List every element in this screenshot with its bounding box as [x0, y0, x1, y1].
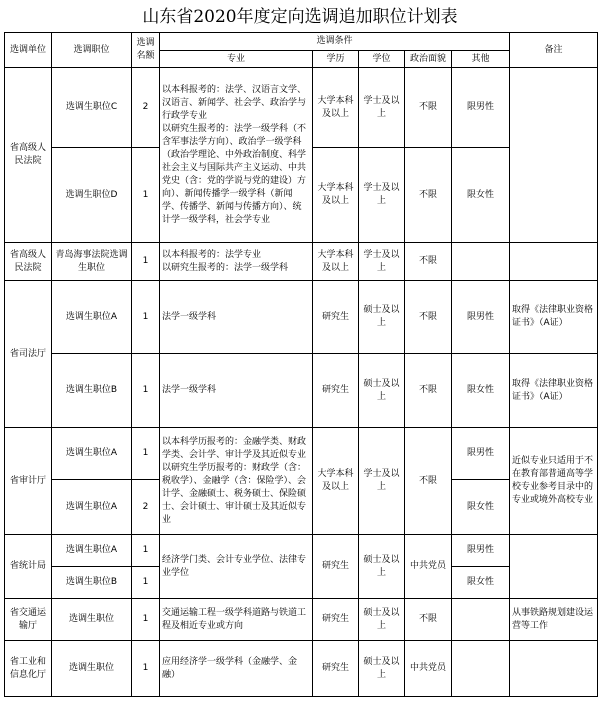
cell-position: 选调生职位A — [52, 480, 132, 535]
cell-political: 不限 — [405, 243, 452, 281]
cell-degree: 学士及以上 — [359, 243, 405, 281]
cell-quota: 1 — [132, 599, 160, 641]
cell-other: 限女性 — [452, 567, 510, 599]
cell-major: 交通运输工程一级学科道路与铁道工程及相近专业或方向 — [160, 599, 313, 641]
cell-major: 经济学门类、会计专业学位、法律专业学位 — [160, 535, 313, 599]
cell-political: 不限 — [405, 281, 452, 354]
cell-education: 研究生 — [313, 281, 359, 354]
table-row — [5, 535, 598, 567]
cell-remarks — [510, 641, 598, 697]
table-row — [5, 599, 598, 641]
cell-major: 以本科学历报考的：金融学类、财政学类、会计学、审计学及其近似专业 以研究生学历报考的：财政学（含：税收学）、金融学（含：保险学）、会计学、金融硕士、税务硕士、保险硕士、会计硕士、审计硕士及其近似专业 — [160, 428, 313, 535]
cell-education: 研究生 — [313, 599, 359, 641]
cell-remarks: 从事铁路规划建设运营等工作 — [510, 599, 598, 641]
cell-major: 应用经济学一级学科（金融学、金融） — [160, 641, 313, 697]
cell-major: 法学一级学科 — [160, 354, 313, 428]
cell-other: 限男性 — [452, 281, 510, 354]
cell-major: 以本科报考的：法学、汉语言文学、汉语言、新闻学、社会学、政治学与行政学专业 以研究生报考的：法学一级学科（不含军事法学方向）、政治学一级学科（政治学理论、中外政治制度、科学社会主义与国际共产主义运动、中共党史（含：党的学说与党的建设）方向）、新闻传播学一级学科（新闻学、传播学、新闻与传播方向）、统计学一级学科，社会学专业 — [160, 68, 313, 243]
cell-position: 选调生职位 — [52, 641, 132, 697]
cell-quota: 1 — [132, 641, 160, 697]
table-row — [5, 354, 598, 428]
cell-remarks — [510, 535, 598, 599]
header-major: 专业 — [160, 51, 313, 68]
cell-political: 不限 — [405, 68, 452, 148]
cell-position: 选调生职位A — [52, 535, 132, 567]
cell-degree: 硕士及以上 — [359, 641, 405, 697]
table-row — [5, 68, 598, 148]
cell-other: 限男性 — [452, 68, 510, 148]
cell-quota: 1 — [132, 428, 160, 480]
cell-degree: 学士及以上 — [359, 428, 405, 535]
cell-degree: 硕士及以上 — [359, 599, 405, 641]
cell-remarks — [510, 68, 598, 243]
cell-quota: 1 — [132, 567, 160, 599]
cell-other: 限女性 — [452, 354, 510, 428]
cell-other: 限男性 — [452, 428, 510, 480]
cell-political: 不限 — [405, 428, 452, 535]
cell-other: 限女性 — [452, 148, 510, 243]
cell-position: 选调生职位C — [52, 68, 132, 148]
cell-degree: 学士及以上 — [359, 148, 405, 243]
cell-unit: 省交通运输厅 — [5, 599, 52, 641]
cell-degree: 硕士及以上 — [359, 354, 405, 428]
cell-quota: 2 — [132, 68, 160, 148]
header-row — [5, 33, 598, 51]
cell-education: 大学本科及以上 — [313, 148, 359, 243]
cell-education: 研究生 — [313, 535, 359, 599]
header-conditions: 选调条件 — [160, 33, 510, 51]
table-row — [5, 641, 598, 697]
page-title: 山东省2020年度定向选调追加职位计划表 — [142, 7, 458, 27]
header-quota: 选调名额 — [132, 33, 160, 68]
table-row — [5, 243, 598, 281]
cell-position: 选调生职位B — [52, 567, 132, 599]
cell-unit: 省高级人民法院 — [5, 68, 52, 243]
cell-education: 大学本科及以上 — [313, 428, 359, 535]
cell-position: 选调生职位B — [52, 354, 132, 428]
cell-other — [452, 599, 510, 641]
cell-other — [452, 641, 510, 697]
header-remarks: 备注 — [510, 33, 598, 68]
cell-political: 不限 — [405, 354, 452, 428]
header-political: 政治面貌 — [405, 51, 452, 68]
cell-political: 不限 — [405, 148, 452, 243]
cell-remarks: 取得《法律职业资格证书》（A证） — [510, 281, 598, 354]
cell-remarks — [510, 243, 598, 281]
cell-degree: 硕士及以上 — [359, 281, 405, 354]
table-row — [5, 281, 598, 354]
cell-major: 以本科报考的：法学专业 以研究生报考的：法学一级学科 — [160, 243, 313, 281]
cell-political: 中共党员 — [405, 641, 452, 697]
cell-other — [452, 243, 510, 281]
cell-remarks: 近似专业只适用于不在教育部普通高等学校专业参考目录中的专业或境外高校专业 — [510, 428, 598, 535]
cell-unit: 省统计局 — [5, 535, 52, 599]
cell-other: 限男性 — [452, 535, 510, 567]
header-education: 学历 — [313, 51, 359, 68]
cell-position: 选调生职位 — [52, 599, 132, 641]
cell-unit: 省司法厅 — [5, 281, 52, 428]
cell-major: 法学一级学科 — [160, 281, 313, 354]
cell-political: 中共党员 — [405, 535, 452, 599]
table-row — [5, 428, 598, 480]
cell-quota: 1 — [132, 148, 160, 243]
cell-degree: 学士及以上 — [359, 68, 405, 148]
cell-education: 研究生 — [313, 641, 359, 697]
cell-quota: 2 — [132, 480, 160, 535]
cell-unit: 省审计厅 — [5, 428, 52, 535]
cell-quota: 1 — [132, 535, 160, 567]
position-plan-table — [4, 32, 598, 697]
cell-unit: 省高级人民法院 — [5, 243, 52, 281]
cell-political: 不限 — [405, 599, 452, 641]
cell-unit: 省工业和信息化厅 — [5, 641, 52, 697]
cell-education: 研究生 — [313, 354, 359, 428]
cell-quota: 1 — [132, 281, 160, 354]
cell-quota: 1 — [132, 243, 160, 281]
cell-position: 选调生职位A — [52, 428, 132, 480]
cell-position: 选调生职位A — [52, 281, 132, 354]
cell-position: 选调生职位D — [52, 148, 132, 243]
cell-degree: 硕士及以上 — [359, 535, 405, 599]
header-degree: 学位 — [359, 51, 405, 68]
header-other: 其他 — [452, 51, 510, 68]
header-position: 选调职位 — [52, 33, 132, 68]
cell-quota: 1 — [132, 354, 160, 428]
cell-education: 大学本科及以上 — [313, 243, 359, 281]
cell-education: 大学本科及以上 — [313, 68, 359, 148]
cell-remarks: 取得《法律职业资格证书》（A证） — [510, 354, 598, 428]
header-unit: 选调单位 — [5, 33, 52, 68]
cell-other: 限女性 — [452, 480, 510, 535]
cell-position: 青岛海事法院选调生职位 — [52, 243, 132, 281]
